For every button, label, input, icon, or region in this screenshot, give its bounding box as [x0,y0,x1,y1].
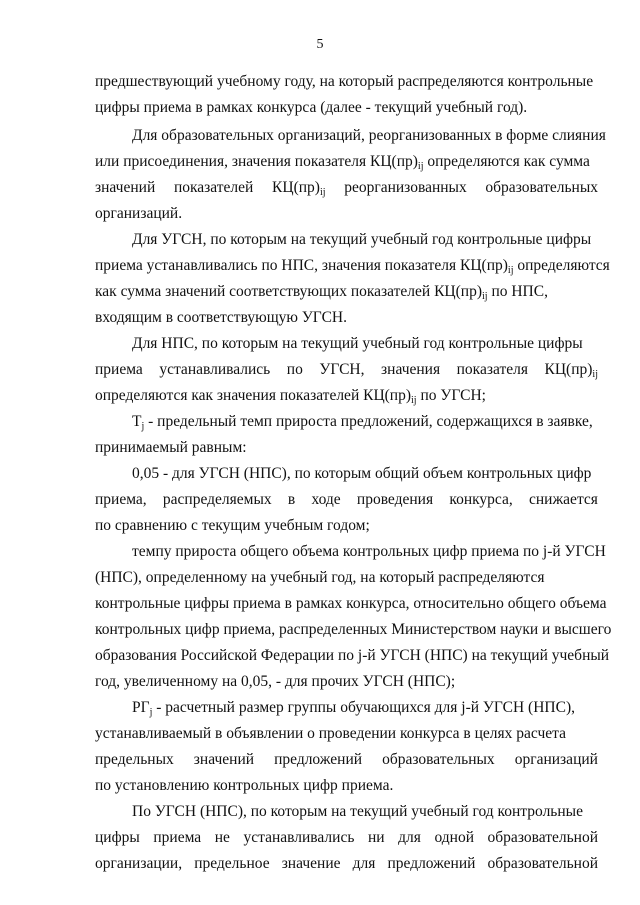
text-segment: организаций. [95,205,183,222]
text-segment: Для НПС, по которым на текущий учебный год контрольные цифры [132,335,583,352]
word [357,490,433,510]
word [244,828,355,848]
text-segment: или присоединения, значения показателя КЦ(пр) [95,153,418,170]
word [529,490,598,510]
text-segment: - расчетный размер группы обучающихся для j-й УГСН (НПС), [152,699,575,716]
text-segment: распределяемых [162,491,272,508]
text-segment: устанавливались [243,829,355,846]
word [174,178,253,198]
text-line [95,620,611,640]
word [398,828,421,848]
text-line [95,776,393,796]
text-line [132,126,606,146]
text-segment: КЦ(пр) [272,179,320,196]
text-segment: предельное [194,855,270,872]
text-segment: образовательных [382,751,495,768]
word [159,360,270,380]
text-line [95,386,486,406]
text-line [95,490,598,510]
text-segment: показателя [456,361,528,378]
text-segment: ни [367,829,385,846]
word [194,750,254,770]
page-number: 5 [316,37,324,52]
text-segment: образовательных [485,179,598,196]
word [95,828,140,848]
text-segment: ходе [311,491,341,508]
word [319,360,364,380]
text-line [132,542,606,562]
word [485,178,598,198]
word [153,828,201,848]
text-segment: предложений [387,855,476,872]
text-segment: не [214,829,230,846]
text-line [95,516,370,536]
text-segment: образования Российской Федерации по j-й УГСН (НПС) на текущий учебный [95,647,610,664]
text-segment: по [286,361,303,378]
text-segment: приема [153,829,202,846]
text-segment: предшествующий учебному году, на который распределяются контрольные [95,73,594,90]
text-line [95,854,598,874]
text-segment: Для образовательных организаций, реорганизованных в форме слияния [132,127,606,144]
text-segment: конкурса, [449,491,513,508]
text-line [95,594,606,614]
subscript-index: j [149,707,153,718]
text-line [95,438,247,458]
text-segment: устанавливаемый в объявлении о проведении конкурса в целях расчета [95,725,566,742]
text-line [95,152,590,172]
text-segment: По УГСН (НПС), по которым на текущий учебный год контрольные [132,803,583,820]
text-line [132,802,583,822]
text-segment: для [398,829,421,846]
text-line [95,672,455,692]
text-segment: значения [381,361,441,378]
word [434,828,474,848]
text-line [132,464,591,484]
text-segment: значений [193,751,255,768]
subscript-index: ij [592,369,598,380]
word [457,360,528,380]
text-segment: контрольные цифры приема в рамках конкурса, относительно общего объема [95,595,607,612]
text-segment: как сумма значений соответствующих показателей КЦ(пр) [95,283,482,300]
word [95,178,155,198]
word [488,828,598,848]
text-segment: образовательной [487,855,598,872]
word [368,828,385,848]
text-line [95,568,544,588]
text-segment: организации, [95,855,183,872]
text-line [95,178,598,198]
word [287,360,303,380]
word [311,490,340,510]
word [515,750,598,770]
word [387,854,475,874]
text-segment: предельных [95,751,174,768]
text-segment: Для УГСН, по которым на текущий учебный год контрольные цифры [132,231,592,248]
text-segment: КЦ(пр) [544,361,593,378]
subscript-index: ij [482,291,488,302]
subscript-index: ij [417,161,424,172]
text-segment: определяются [513,257,610,274]
word [95,750,174,770]
subscript-index: ij [411,395,417,406]
word [382,750,495,770]
text-segment: по НПС, [487,283,548,300]
text-segment: темпу прироста общего объема контрольных цифр приема по j-й УГСН [132,543,606,560]
text-segment: цифры приема в рамках конкурса (далее - текущий учебный год). [95,99,528,116]
text-segment: определяются как сумма [423,153,590,170]
text-segment: реорганизованных [344,179,467,196]
word [344,178,467,198]
word [381,360,440,380]
text-line [95,204,182,224]
text-line [95,256,610,276]
text-segment: год, увеличенному на 0,05, - для прочих УГСН (НПС); [95,673,456,690]
text-line [95,724,566,744]
subscript-index: ij [507,265,514,276]
text-line [95,360,598,380]
text-segment: проведения [356,491,434,508]
text-segment: в [287,491,296,508]
text-segment: значение [281,855,341,872]
text-segment: по установлению контрольных цифр приема. [95,777,394,794]
text-line [95,828,598,848]
word [353,854,376,874]
text-segment: определяются как значения показателей КЦ(пр) [95,387,412,404]
word [163,490,272,510]
text-segment: контрольных цифр приема, распределенных Министерством науки и высшего [95,621,612,638]
text-segment: T [132,413,142,430]
text-line [95,98,527,118]
text-segment: (НПС), определенному на учебный год, на который распределяются [95,569,545,586]
word [288,490,295,510]
text-segment: цифры [95,829,140,846]
text-segment: устанавливались [159,361,271,378]
word [194,854,269,874]
word [95,854,182,874]
text-segment: предложений [274,751,363,768]
text-segment: приема устанавливались по НПС, значения показателя КЦ(пр) [95,257,508,274]
text-line [95,72,593,92]
text-line [95,750,598,770]
word [488,854,598,874]
word [95,360,143,380]
text-segment: приема [95,361,143,378]
text-segment: одной [434,829,474,846]
text-line [132,412,593,432]
text-segment: входящим в соответствующую УГСН. [95,309,347,326]
word [449,490,512,510]
text-segment: РГ [132,699,150,716]
word [545,360,598,380]
text-segment: показателей [173,179,254,196]
text-line [132,698,575,718]
word [282,854,341,874]
word [215,828,230,848]
word [272,178,325,198]
subscript-index: j [141,421,145,432]
text-segment: приема, [95,491,147,508]
text-line [95,308,347,328]
text-segment: 0,05 - для УГСН (НПС), по которым общий объем контрольных цифр [132,465,592,482]
text-segment: по сравнению с текущим учебным годом; [95,517,370,534]
text-line [132,334,583,354]
text-segment: - предельный темп прироста предложений, содержащихся в заявке, [144,413,593,430]
text-line [95,282,548,302]
text-segment: образовательной [487,829,598,846]
text-segment: по УГСН; [416,387,486,404]
text-segment: УГСН, [319,361,365,378]
text-segment: организаций [514,751,598,768]
text-line [95,646,609,666]
text-segment: снижается [529,491,598,508]
text-line [132,230,591,250]
text-segment: принимаемый равным: [95,439,247,456]
word [274,750,362,770]
word [95,490,147,510]
text-segment: значений [95,179,156,196]
text-segment: для [352,855,376,872]
subscript-index: ij [319,187,326,198]
